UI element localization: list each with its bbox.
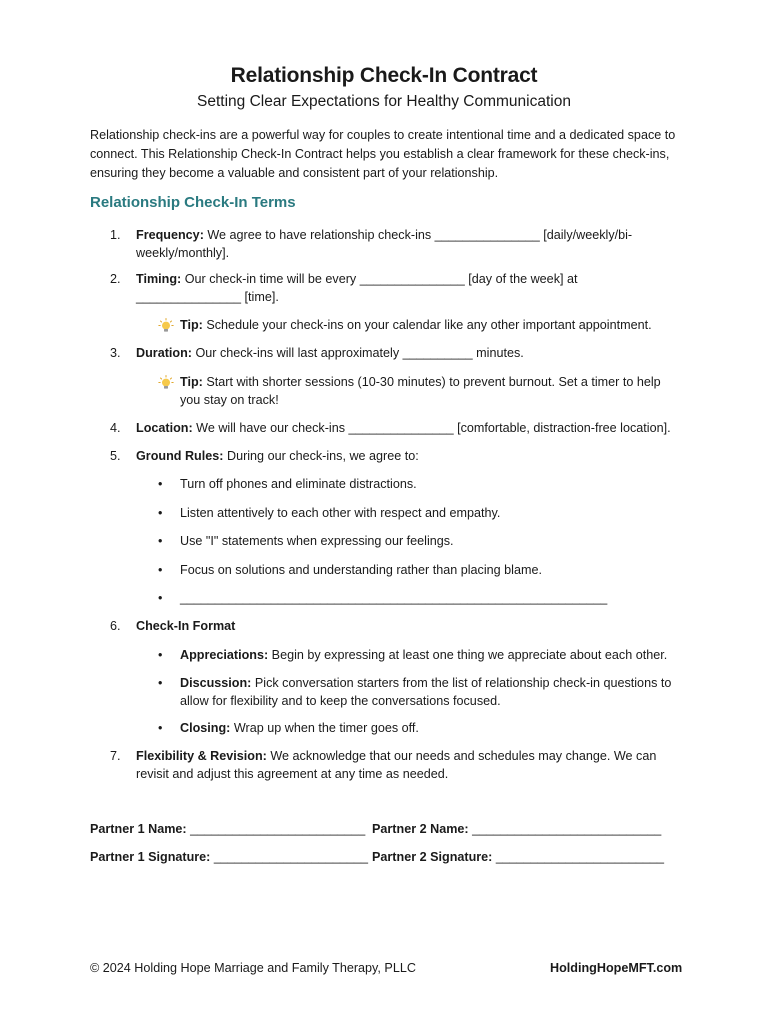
bullet-marker: • <box>158 506 163 520</box>
term-frequency <box>110 227 680 262</box>
item-number: 4. <box>110 421 121 435</box>
item-number: 5. <box>110 449 121 463</box>
lightbulb-icon <box>158 318 174 334</box>
format-label: Appreciations: <box>180 648 269 662</box>
term-timing <box>110 271 680 306</box>
term-location <box>110 420 680 438</box>
ground-rule-text: Use "I" statements when expressing our feelings. <box>180 534 454 548</box>
ground-rule-text: Turn off phones and eliminate distractions. <box>180 477 417 491</box>
footer-copyright: © 2024 Holding Hope Marriage and Family Therapy, PLLC <box>90 961 416 975</box>
partner2-signature-line[interactable]: ________________________ <box>492 850 664 864</box>
page-subtitle: Setting Clear Expectations for Healthy Communication <box>197 93 571 110</box>
item-text: During our check-ins, we agree to: <box>223 449 419 463</box>
tip-schedule <box>158 317 678 335</box>
item-number: 7. <box>110 749 121 763</box>
item-number: 1. <box>110 228 121 242</box>
tip-duration <box>158 374 678 409</box>
format-item-closing <box>158 720 678 738</box>
item-label: Frequency: <box>136 228 204 242</box>
term-duration <box>110 345 680 363</box>
item-number: 6. <box>110 619 121 633</box>
item-label: Location: <box>136 421 193 435</box>
item-text: Our check-in time will be every _______________ [day of the week] at _______________ [time]. <box>136 272 578 304</box>
bullet-marker: • <box>158 721 163 735</box>
item-label: Duration: <box>136 346 192 360</box>
partner1-name-label: Partner 1 Name: <box>90 822 187 836</box>
tip-text: Schedule your check-ins on your calendar like any other important appointment. <box>202 318 652 332</box>
partner2-name-label: Partner 2 Name: <box>372 822 469 836</box>
partner2-signature-label: Partner 2 Signature: <box>372 850 493 864</box>
bullet-marker: • <box>158 563 163 577</box>
format-label: Discussion: <box>180 676 252 690</box>
item-label: Check-In Format <box>136 619 236 633</box>
term-flexibility <box>110 748 680 783</box>
format-item-appreciations <box>158 647 678 665</box>
item-text: We acknowledge that our needs and schedules may change. We can revisit and adjust this agreement at any time as needed. <box>136 749 657 781</box>
lightbulb-icon <box>158 375 174 391</box>
partner1-name-field[interactable] <box>90 821 365 838</box>
item-label: Ground Rules: <box>136 449 224 463</box>
ground-rule-item <box>158 505 678 523</box>
page-title: Relationship Check-In Contract <box>230 64 538 87</box>
ground-rule-item <box>158 562 678 580</box>
ground-rule-item <box>158 476 678 494</box>
footer-website: HoldingHopeMFT.com <box>550 961 683 975</box>
item-text: Our check-ins will last approximately __________ minutes. <box>191 346 524 360</box>
partner1-signature-field[interactable] <box>90 849 368 866</box>
partner1-signature-line[interactable]: ______________________ <box>210 850 368 864</box>
item-label: Timing: <box>136 272 182 286</box>
tip-label: Tip: <box>180 318 203 332</box>
ground-rule-text: Listen attentively to each other with respect and empathy. <box>180 506 501 520</box>
item-label: Flexibility & Revision: <box>136 749 267 763</box>
tip-text: Start with shorter sessions (10-30 minutes) to prevent burnout. Set a timer to help you stay on track! <box>180 375 661 407</box>
ground-rule-blank <box>158 590 678 608</box>
section-heading: Relationship Check-In Terms <box>90 194 296 211</box>
partner2-name-line[interactable]: ___________________________ <box>468 822 662 836</box>
intro-paragraph: Relationship check-ins are a powerful way for couples to create intentional time and a dedicated space to connect. This Relationship Check-In Contract helps you establish a clear framework for these check-ins, ensuring they become a valuable and consistent part of your relationship. <box>90 128 676 180</box>
term-check-in-format <box>110 618 680 636</box>
tip-label: Tip: <box>180 375 203 389</box>
format-text: Pick conversation starters from the list of relationship check-in questions to allow for flexibility and to keep the conversations focused. <box>180 676 672 708</box>
format-label: Closing: <box>180 721 231 735</box>
format-item-discussion <box>158 675 678 710</box>
item-number: 3. <box>110 346 121 360</box>
bullet-marker: • <box>158 534 163 548</box>
item-text: We will have our check-ins _______________ [comfortable, distraction-free location]. <box>192 421 671 435</box>
item-text: We agree to have relationship check-ins _______________ [daily/weekly/bi-weekly/monthly]. <box>136 228 633 260</box>
ground-rule-text: Focus on solutions and understanding rather than placing blame. <box>180 563 542 577</box>
partner1-signature-label: Partner 1 Signature: <box>90 850 211 864</box>
ground-rule-item <box>158 533 678 551</box>
bullet-marker: • <box>158 591 163 605</box>
item-number: 2. <box>110 272 121 286</box>
term-ground-rules <box>110 448 680 466</box>
bullet-marker: • <box>158 676 163 690</box>
partner2-signature-field[interactable] <box>372 849 664 866</box>
bullet-marker: • <box>158 648 163 662</box>
ground-rule-blank-line: _____________________________________________________________ <box>180 591 608 605</box>
format-text: Begin by expressing at least one thing we appreciate about each other. <box>268 648 668 662</box>
partner2-name-field[interactable] <box>372 821 661 838</box>
partner1-name-line[interactable]: _________________________ <box>186 822 366 836</box>
format-text: Wrap up when the timer goes off. <box>230 721 419 735</box>
bullet-marker: • <box>158 477 163 491</box>
